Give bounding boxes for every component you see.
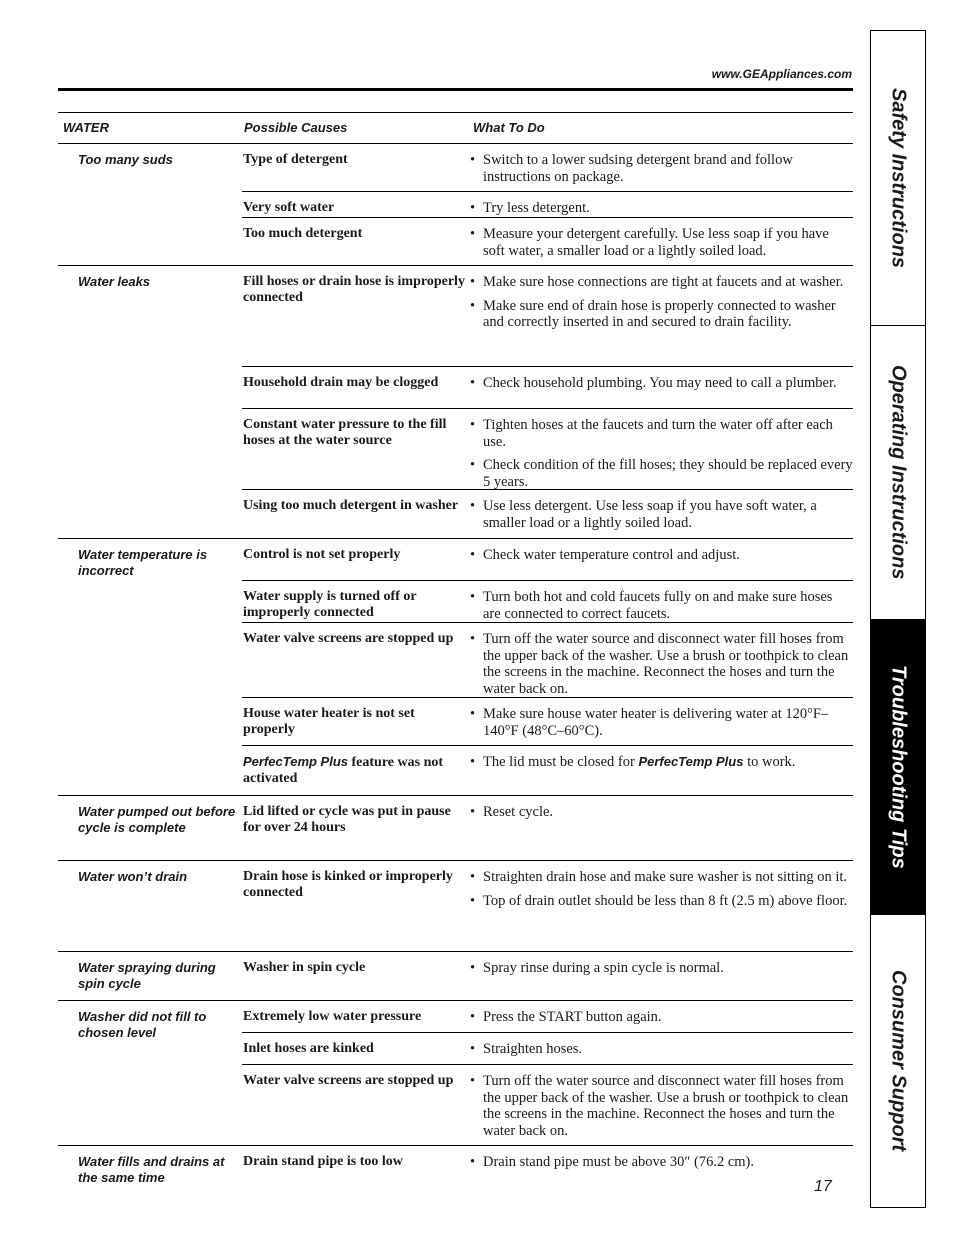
todo-text: to work. [743, 754, 796, 770]
todo-item: • Make sure hose connections are tight at faucets and at washer. [469, 274, 853, 291]
table-row [242, 192, 853, 218]
header-problem: WATER [63, 120, 109, 135]
table-row [242, 746, 853, 795]
todo-item: • Turn off the water source and disconnect water fill hoses from the upper back of the washer. Use a brush or toothpick to clean the screens in the machine. Reconnect the hoses and turn the water back on. [469, 1073, 853, 1139]
todo-cell [469, 631, 853, 697]
problem-group [58, 539, 853, 796]
problem-label: Water leaks [78, 274, 151, 289]
table-row [242, 409, 853, 490]
table-row [242, 367, 853, 409]
todo-item: • Check water temperature control and adjust. [469, 547, 853, 564]
table-row [242, 490, 853, 538]
todo-item: • Reset cycle. [469, 804, 853, 821]
todo-cell [469, 375, 853, 408]
todo-item: • Straighten drain hose and make sure washer is not sitting on it. [469, 869, 853, 886]
header-what-to-do: What To Do [473, 120, 545, 135]
table-row [242, 1001, 853, 1033]
problem-group [58, 952, 853, 1001]
table-row [242, 1033, 853, 1065]
table-row [242, 796, 853, 860]
todo-item: • Turn off the water source and disconnect water fill hoses from the upper back of the washer. Use a brush or toothpick to clean the screens in the machine. Reconnect the hoses and turn the water back on. [469, 631, 853, 697]
table-row [242, 1065, 853, 1145]
cause-cell: Extremely low water pressure [243, 1009, 422, 1024]
problem-label: Washer did not fill to chosen level [78, 1009, 207, 1040]
todo-cell [469, 152, 853, 191]
table-row [242, 861, 853, 951]
todo-cell [469, 274, 853, 366]
todo-cell [469, 589, 853, 622]
todo-item: • Switch to a lower sudsing detergent brand and follow instructions on package. [469, 152, 853, 185]
todo-item: • Try less detergent. [469, 200, 853, 217]
cause-cell: Fill hoses or drain hose is improperly connected [243, 274, 465, 305]
tab-consumer-support[interactable] [871, 915, 925, 1207]
problem-group [58, 861, 853, 952]
problem-label: Water won’t drain [78, 869, 188, 884]
cause-cell: Household drain may be clogged [243, 375, 439, 390]
todo-item: • Check household plumbing. You may need to call a plumber. [469, 375, 853, 392]
todo-cell [469, 804, 853, 860]
website-url[interactable]: www.GEAppliances.com [711, 67, 852, 81]
todo-item: • Straighten hoses. [469, 1041, 853, 1058]
section-tabs [870, 30, 926, 1208]
cause-cell: Control is not set properly [243, 547, 401, 562]
todo-item: • Spray rinse during a spin cycle is normal. [469, 960, 853, 977]
todo-item: • Drain stand pipe must be above 30″ (76.2 cm). [469, 1154, 853, 1171]
todo-item: • Use less detergent. Use less soap if you have soft water, a smaller load or a lightly soiled load. [469, 498, 853, 531]
todo-item: • Tighten hoses at the faucets and turn the water off after each use. [469, 417, 853, 450]
page-number: 17 [814, 1178, 832, 1195]
feature-name: PerfecTemp Plus [243, 754, 349, 769]
todo-cell [469, 869, 853, 951]
todo-item: • Measure your detergent carefully. Use less soap if you have soft water, a smaller load or a lightly soiled load. [469, 226, 853, 259]
tab-label: Consumer Support [887, 970, 910, 1152]
todo-cell [469, 547, 853, 580]
todo-item [469, 754, 853, 771]
problem-group [58, 796, 853, 861]
todo-cell [469, 1073, 853, 1145]
todo-cell [469, 226, 853, 265]
todo-item: • Make sure house water heater is delivering water at 120°F–140°F (48°C–60°C). [469, 706, 853, 739]
table-header [58, 113, 853, 144]
cause-text: feature was not activated [243, 755, 444, 786]
problem-label: Too many suds [78, 152, 173, 167]
problem-group [58, 144, 853, 266]
table-row [242, 1146, 853, 1190]
cause-cell [242, 754, 469, 795]
cause-cell: Inlet hoses are kinked [243, 1041, 374, 1056]
table-row [242, 623, 853, 698]
tab-label: Safety Instructions [887, 87, 910, 269]
problem-label: Water spraying during spin cycle [78, 960, 216, 991]
todo-cell [469, 417, 853, 489]
todo-cell [469, 754, 853, 795]
todo-cell [469, 960, 853, 1000]
cause-cell: Using too much detergent in washer [243, 498, 459, 513]
feature-name: PerfecTemp Plus [638, 754, 744, 769]
cause-cell: Too much detergent [243, 226, 363, 241]
tab-operating-instructions[interactable] [871, 325, 925, 619]
problem-group [58, 1146, 853, 1190]
todo-cell [469, 1154, 853, 1190]
cause-cell: House water heater is not set properly [243, 706, 415, 737]
table-row [242, 952, 853, 1000]
problem-label: Water pumped out before cycle is complete [78, 804, 236, 835]
tab-label: Troubleshooting Tips [887, 665, 910, 869]
problem-group [58, 266, 853, 539]
cause-cell: Water valve screens are stopped up [243, 631, 454, 646]
todo-cell [469, 498, 853, 538]
todo-item: • Press the START button again. [469, 1009, 853, 1026]
tab-label: Operating Instructions [887, 365, 910, 580]
cause-cell: Constant water pressure to the fill hoses at the water source [243, 417, 447, 448]
todo-cell [469, 1041, 853, 1064]
table-row [242, 144, 853, 192]
cause-cell: Water supply is turned off or improperly connected [243, 589, 417, 620]
tab-troubleshooting-tips[interactable] [871, 619, 925, 915]
todo-item: • Check condition of the fill hoses; they should be replaced every 5 years. [469, 457, 853, 490]
cause-cell: Lid lifted or cycle was put in pause for over 24 hours [243, 804, 451, 835]
table-row [242, 698, 853, 746]
table-row [242, 581, 853, 623]
todo-item: • Make sure end of drain hose is properly connected to washer and correctly inserted in and secured to drain facility. [469, 298, 853, 331]
header-causes: Possible Causes [244, 120, 348, 135]
cause-cell: Drain stand pipe is too low [243, 1154, 403, 1169]
table-row [242, 539, 853, 581]
cause-cell: Drain hose is kinked or improperly connected [243, 869, 453, 900]
problem-label: Water temperature is incorrect [78, 547, 208, 578]
cause-cell: Very soft water [243, 200, 335, 215]
todo-cell [469, 706, 853, 745]
troubleshooting-table [58, 112, 853, 1190]
problem-label: Water fills and drains at the same time [78, 1154, 225, 1185]
table-row [242, 266, 853, 367]
table-row [242, 218, 853, 265]
todo-text: The lid must be closed for [483, 754, 639, 770]
problem-group [58, 1001, 853, 1146]
cause-cell: Washer in spin cycle [243, 960, 366, 975]
header-rule [58, 88, 853, 91]
cause-cell: Water valve screens are stopped up [243, 1073, 454, 1088]
todo-cell [469, 1009, 853, 1032]
todo-item: • Top of drain outlet should be less than 8 ft (2.5 m) above floor. [469, 893, 853, 910]
todo-cell [469, 200, 853, 217]
todo-item: • Turn both hot and cold faucets fully on and make sure hoses are connected to correct faucets. [469, 589, 853, 622]
cause-cell: Type of detergent [243, 152, 348, 167]
tab-safety-instructions[interactable] [871, 31, 925, 325]
